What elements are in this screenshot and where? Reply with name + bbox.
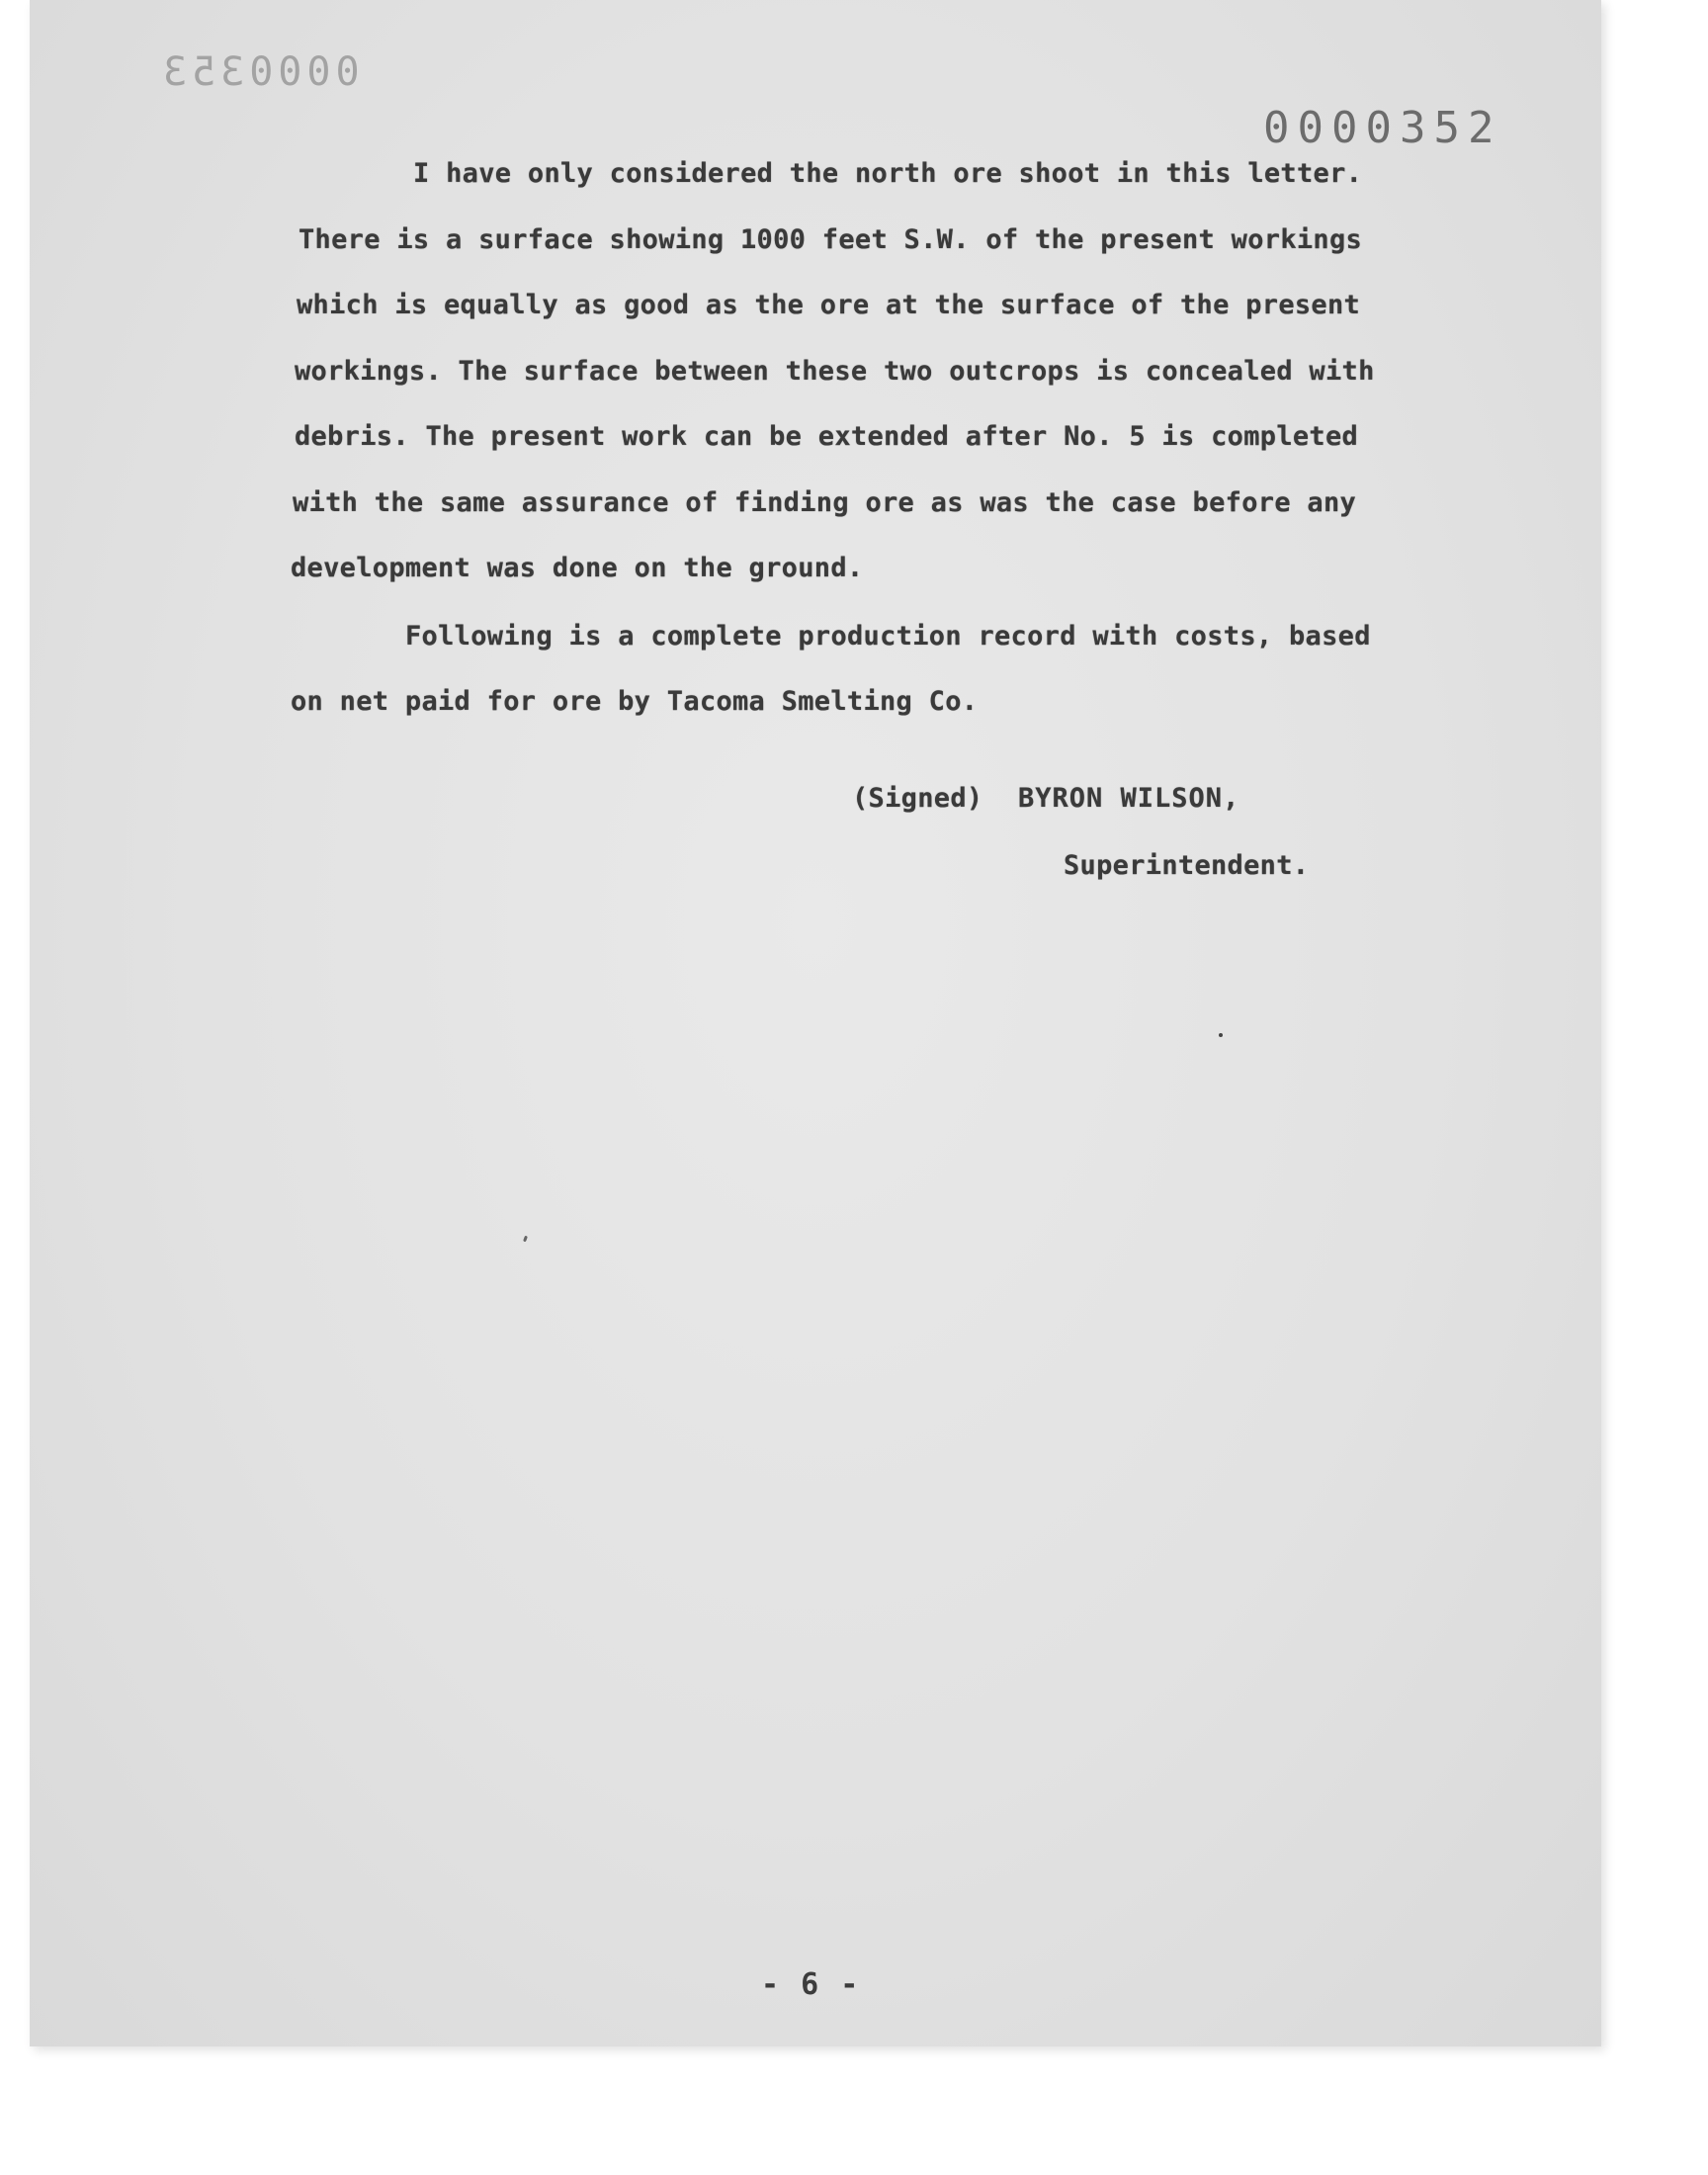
signature-name: BYRON WILSON, (1018, 783, 1240, 814)
bates-stamp: 0000352 (1263, 103, 1502, 153)
body-line: on net paid for ore by Tacoma Smelting Co. (291, 686, 979, 717)
body-line: workings. The surface between these two outcrops is concealed with (295, 356, 1375, 387)
dust-speck (1219, 1033, 1223, 1037)
body-line: which is equally as good as the ore at the surface of the present (297, 290, 1361, 320)
bates-stamp-mirrored: 0000353 (158, 49, 360, 95)
body-line: There is a surface showing 1000 feet S.W. of the present workings (299, 224, 1363, 255)
signature-title: Superintendent. (1064, 850, 1310, 881)
body-line: development was done on the ground. (291, 553, 864, 583)
body-line: I have only considered the north ore shoot in this letter. (413, 158, 1363, 189)
body-line: debris. The present work can be extended after No. 5 is completed (295, 421, 1359, 452)
page-margin (0, 2084, 1708, 2175)
signed-label: (Signed) (852, 783, 983, 814)
page-number: - 6 - (761, 1967, 861, 2002)
body-line: Following is a complete production record with costs, based (405, 621, 1371, 652)
body-line: with the same assurance of finding ore as was the case before any (293, 487, 1357, 518)
